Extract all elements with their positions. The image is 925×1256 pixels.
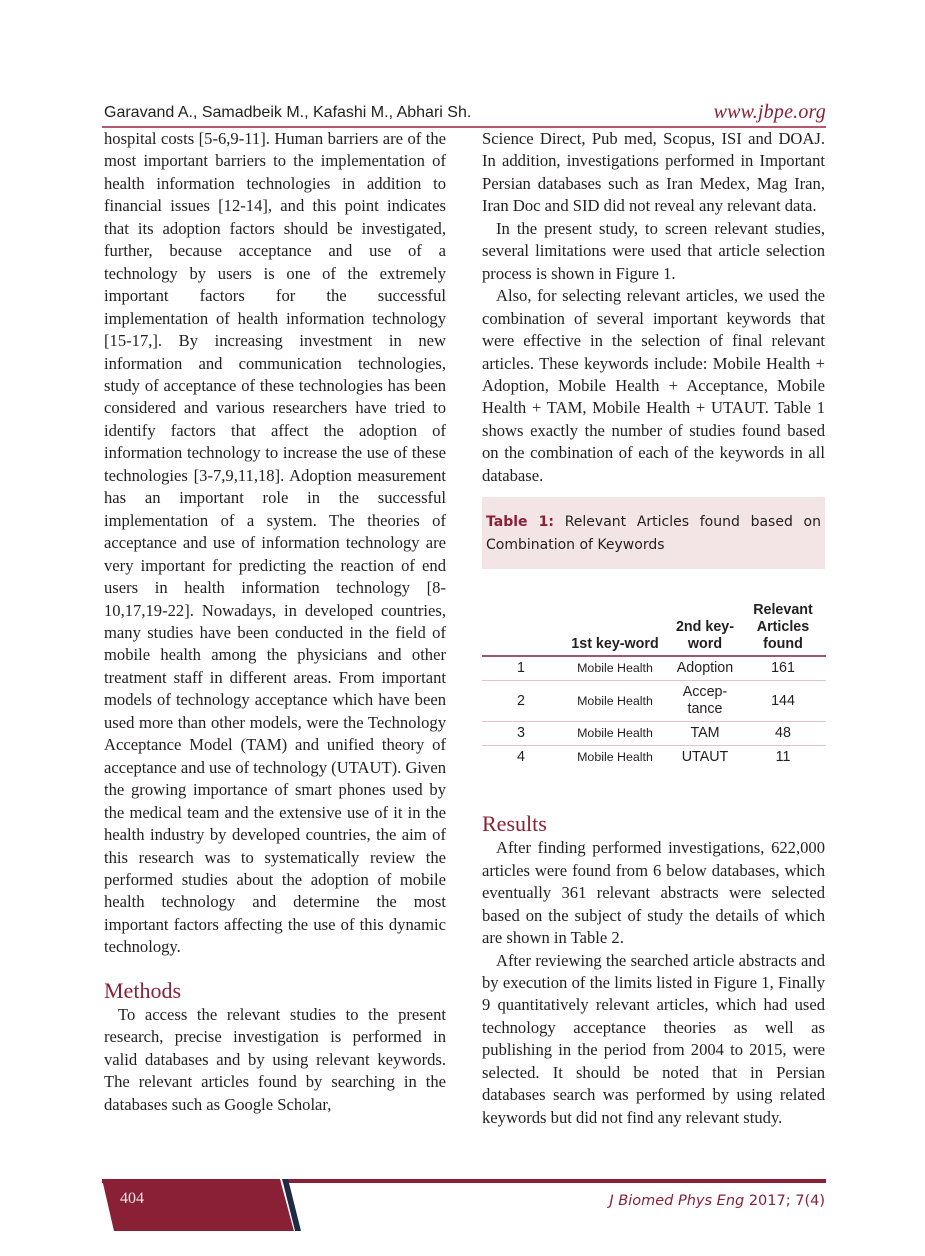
- methods-heading: Methods: [104, 977, 181, 1003]
- row-number: 1: [482, 656, 560, 681]
- row-number: 4: [517, 749, 525, 766]
- keywords-table: [482, 602, 826, 769]
- articles-found: 48: [740, 722, 826, 746]
- right-column: [482, 128, 825, 1129]
- table-header-row: [482, 602, 826, 656]
- results-paragraph-1: After finding performed investigations, 622,000 articles were found from 6 below databases, which eventually 361 relevant abstracts were selected based on the subject of study the details of which are shown in Table 2.: [482, 838, 825, 948]
- table-row: [482, 722, 826, 746]
- running-head: [104, 101, 826, 125]
- second-keyword: Accep-tance: [670, 681, 740, 722]
- table-caption-text: Relevant Articles found based on Combination of Keywords: [486, 514, 821, 554]
- keywords-paragraph: Also, for selecting relevant articles, we used the combination of several important keywords that were effective in the selection of final relevant articles. These keywords include: Mobile Health + Adoption, Mobile Health + Acceptance, Mobile Health + TAM, Mobile Health + UTAUT. Table 1 shows exactly the number of studies found based on the combination of each of the keywords in all database.: [482, 286, 825, 485]
- journal-reference: [609, 1193, 825, 1209]
- table-row: [482, 656, 826, 681]
- left-column: [104, 128, 446, 1116]
- row-number: 2: [482, 681, 560, 722]
- second-keyword: Adoption: [670, 656, 740, 681]
- table-row: [482, 746, 826, 770]
- first-keyword: Mobile Health: [560, 656, 670, 681]
- table-header-number: [482, 602, 560, 656]
- page-number: 404: [120, 1190, 144, 1207]
- intro-paragraph: hospital costs [5-6,9-11]. Human barriers are of the most important barriers to the implementation of health information technologies in addition to financial issues [12-14], and this point indicates that its adoption factors should be investigated, further, because acceptance and use of a technology by users is one of the extremely important factors for the successful implementation of health information technology [15-17,]. By increasing investment in new information and communication technologies, study of acceptance of these technologies has been considered and various researchers have tried to identify factors that affect the adoption of information technology to increase the use of these technologies [3-7,9,11,18]. Adoption measurement has an important role in the successful implementation of a system. The theories of acceptance and use of information technology are very important for predicting the reaction of end users in health information technology [8-10,17,19-22]. Nowadays, in developed countries, many studies have been conducted in the field of mobile health among the physicians and other treatment staff in different areas. From important models of technology acceptance which have been used more than other models, were the Technology Acceptance Model (TAM) and unified theory of acceptance and use of technology (UTAUT). Given the growing importance of smart phones used by the medical team and the extensive use of it in the health industry by developed countries, the aim of this research was to systematically review the performed studies about the adoption of mobile health technology and determine the most important factors affecting the use of this dynamic technology.: [104, 129, 446, 957]
- table-caption: [486, 511, 821, 557]
- articles-found: 11: [775, 749, 791, 766]
- journal-website: www.jbpe.org: [713, 101, 826, 123]
- articles-found: 161: [740, 656, 826, 681]
- results-heading: Results: [482, 811, 547, 837]
- methods-continued-paragraph: Science Direct, Pub med, Scopus, ISI and DOAJ. In addition, investigations performed in Important Persian databases such as Iran Medex, Mag Iran, Iran Doc and SID did not reveal any relevant data.: [482, 129, 825, 216]
- articles-found: 144: [740, 681, 826, 722]
- table-caption-label: Table 1:: [486, 514, 554, 531]
- table-header-articles-found: Relevant Articles found: [753, 602, 813, 653]
- running-head-authors: Garavand A., Samadbeik M., Kafashi M., Abhari Sh.: [104, 104, 472, 121]
- table-header-first-keyword: 1st key-word: [571, 636, 659, 653]
- row-number: 3: [482, 722, 560, 746]
- journal-issue: 2017; 7(4): [744, 1193, 825, 1209]
- results-paragraph-2: After reviewing the searched article abstracts and by execution of the limits listed in Figure 1, Finally 9 quantitatively relevant articles, which had used technology acceptance theories as well as publishing in the period from 2004 to 2015, were selected. It should be noted that in Persian databases search was performed by using related keywords but did not find any relevant study.: [482, 950, 825, 1127]
- table-caption-box: [482, 497, 825, 569]
- second-keyword: UTAUT: [681, 749, 729, 766]
- first-keyword: Mobile Health: [577, 750, 653, 765]
- methods-paragraph: To access the relevant studies to the present research, precise investigation is performed in valid databases and by using relevant keywords. The relevant articles found by searching in the databases such as Google Scholar,: [104, 1004, 446, 1114]
- second-keyword: TAM: [670, 722, 740, 746]
- table-header-second-keyword: 2nd key-word: [675, 619, 734, 653]
- table-row: [482, 681, 826, 722]
- first-keyword: Mobile Health: [560, 722, 670, 746]
- first-keyword: Mobile Health: [560, 681, 670, 722]
- journal-name: J Biomed Phys Eng: [609, 1193, 745, 1209]
- screening-paragraph: In the present study, to screen relevant studies, several limitations were used that article selection process is shown in Figure 1.: [482, 218, 825, 283]
